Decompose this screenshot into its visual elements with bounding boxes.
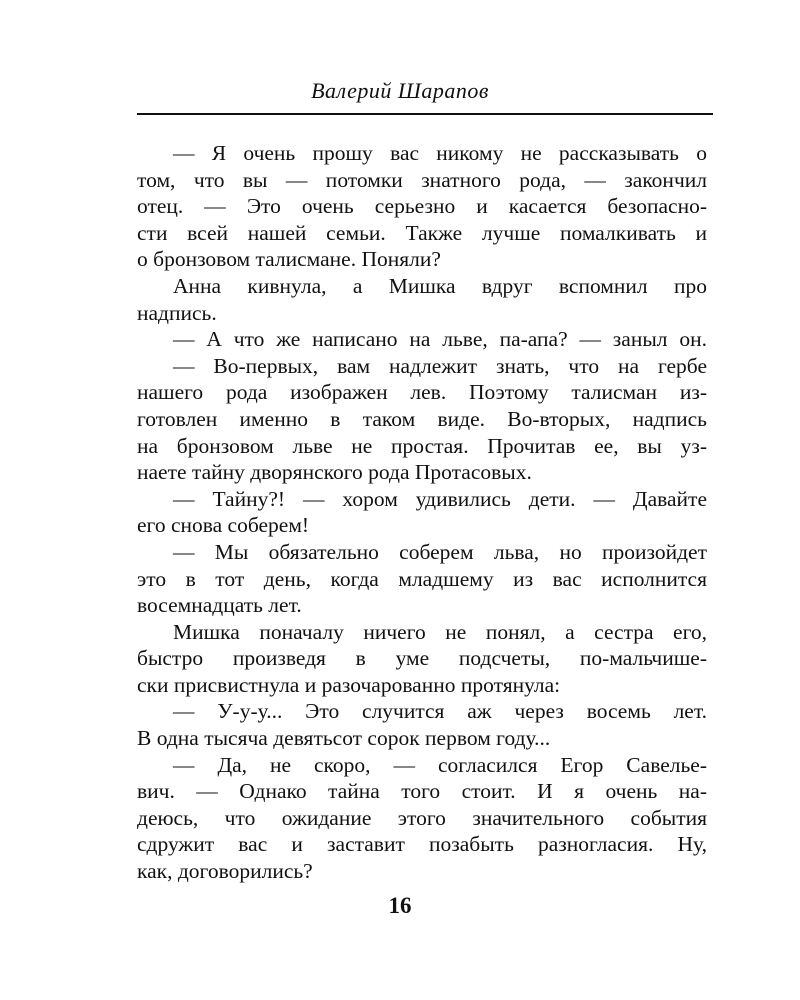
text-line: отец. — Это очень серьезно и касается безопасно- bbox=[137, 194, 707, 219]
body-text bbox=[137, 140, 707, 885]
text-line: — У-у-у... Это случится аж через восемь лет. bbox=[173, 699, 707, 724]
text-line: — Мы обязательно соберем льва, но произойдет bbox=[173, 539, 707, 564]
text-line: деюсь, что ожидание этого значительного события bbox=[137, 805, 707, 830]
text-line: — Во-первых, вам надлежит знать, что на гербе bbox=[173, 353, 707, 378]
text-line: — Я очень прошу вас никому не рассказывать о bbox=[173, 141, 707, 165]
text-line: Мишка поначалу ничего не понял, а сестра его, bbox=[173, 619, 707, 644]
text-line: вич. — Однако тайна того стоит. И я очень на- bbox=[137, 779, 707, 804]
text-line: как, договорились? bbox=[137, 859, 313, 884]
text-line: его снова соберем! bbox=[137, 513, 310, 538]
text-line: В одна тысяча девятьсот сорок первом году... bbox=[137, 726, 551, 751]
text-line: о бронзовом талисмане. Поняли? bbox=[137, 247, 441, 272]
paragraph bbox=[137, 273, 707, 326]
text-line: сти всей нашей семьи. Также лучше помалкивать и bbox=[137, 220, 707, 245]
text-line: нашего рода изображен лев. Поэтому талисман из- bbox=[137, 380, 707, 405]
paragraph bbox=[137, 140, 707, 273]
text-line: быстро произведя в уме подсчеты, по-мальчише- bbox=[137, 646, 707, 671]
paragraph bbox=[137, 539, 707, 619]
text-line: — А что же написано на льве, па-апа? — заныл он. bbox=[173, 327, 707, 352]
text-line: Анна кивнула, а Мишка вдруг вспомнил про bbox=[173, 273, 707, 298]
text-line: готовлен именно в таком виде. Во-вторых, надпись bbox=[137, 406, 707, 431]
paragraph bbox=[137, 752, 707, 885]
running-head: Валерий Шарапов bbox=[311, 78, 489, 103]
text-line: — Тайну?! — хором удивились дети. — Давайте bbox=[173, 486, 707, 511]
text-line: — Да, не скоро, — согласился Егор Савелье- bbox=[173, 752, 707, 777]
text-line: ски присвистнула и разочарованно протянула: bbox=[137, 672, 561, 697]
text-line: это в тот день, когда младшему из вас исполнится bbox=[137, 566, 707, 591]
text-line: том, что вы — потомки знатного рода, — закончил bbox=[137, 167, 707, 192]
paragraph bbox=[137, 698, 707, 751]
paragraph bbox=[137, 326, 707, 353]
text-line: на бронзовом льве не простая. Прочитав ее, вы уз- bbox=[137, 433, 707, 458]
paragraph bbox=[137, 486, 707, 539]
text-line: восемнадцать лет. bbox=[137, 593, 302, 618]
text-line: надпись. bbox=[137, 300, 217, 325]
text-line: наете тайну дворянского рода Протасовых. bbox=[137, 460, 532, 485]
paragraph bbox=[137, 353, 707, 486]
text-line: сдружит вас и заставит позабыть разногласия. Ну, bbox=[137, 832, 707, 857]
page-number: 16 bbox=[388, 893, 412, 918]
paragraph bbox=[137, 619, 707, 699]
header-rule bbox=[137, 113, 713, 115]
